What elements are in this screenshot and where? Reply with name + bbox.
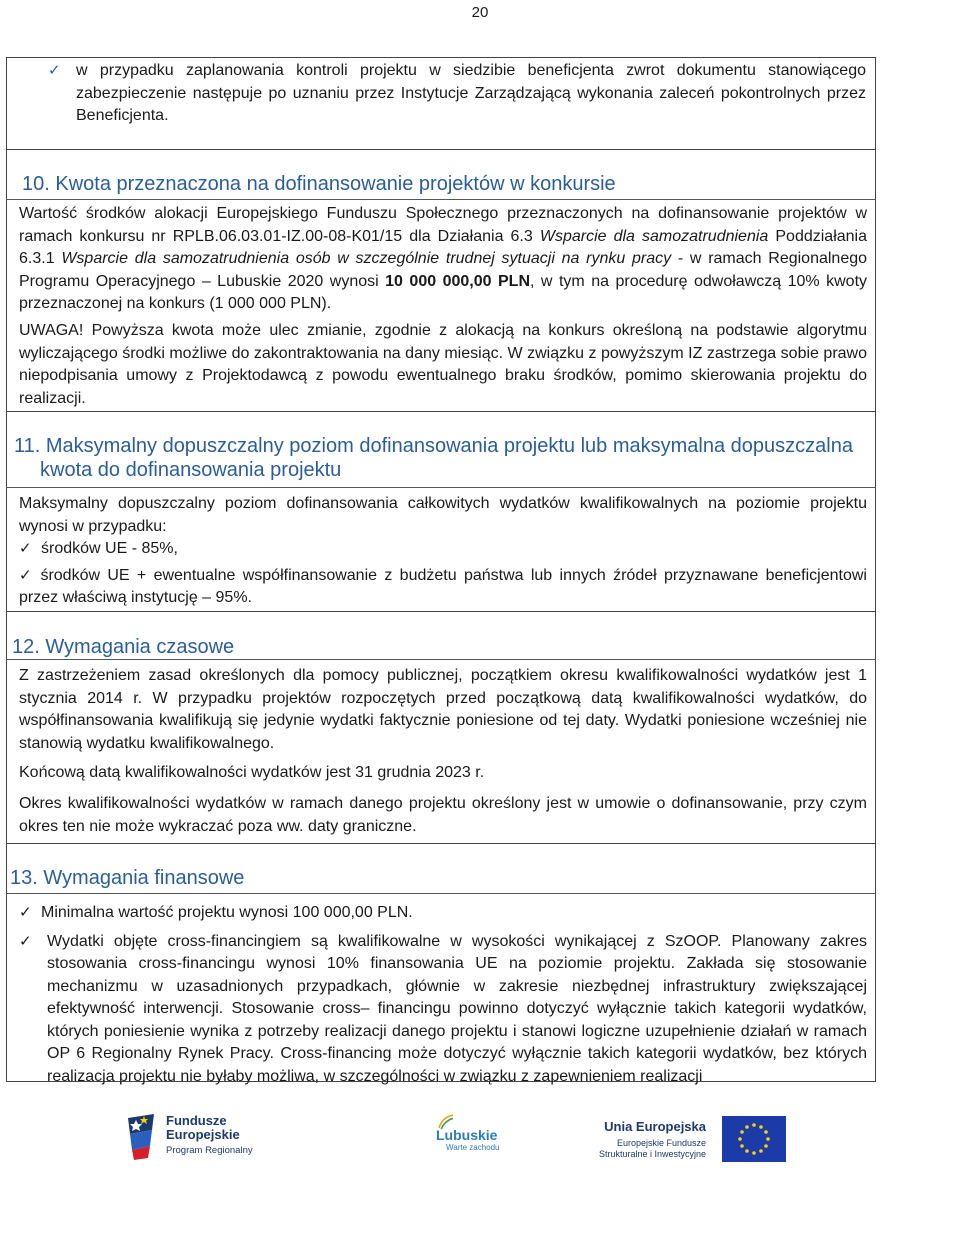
section-11-rule	[6, 487, 876, 488]
ue-logo-line-2: Europejskie Fundusze	[616, 1138, 706, 1148]
section-10-rule	[6, 199, 876, 200]
section-12-rule	[6, 659, 876, 660]
s10-text-a: Wartość środków alokacji Europejskiego Funduszu Społecznego przeznaczonych na dofinansowanie projektów w ramach konkursu nr RPLB.06.03.01-IZ.00-08-K01/15 dla Działania 6.3	[19, 205, 867, 245]
fundusze-europejskie-icon	[124, 1112, 158, 1160]
section-10-paragraph-1	[19, 203, 867, 316]
s12-text-1: Z zastrzeżeniem zasad określonych dla pomocy publicznej, początkiem okresu kwalifikowalności wydatków jest 1 stycznia 2014 r. W przypadku projektów rozpoczętych przed początkową datą kwalifikowalności wydatków, do współfinansowania kwalifikują się jedynie wydatki faktycznie poniesione od tej daty. Wydatki poniesione wcześniej nie stanowią wydatku kwalifikowalnego.	[19, 667, 867, 752]
lubuskie-logo-slogan: Warte zachodu	[446, 1143, 500, 1152]
s10-text-c: Poddziałania 6.3.1	[19, 227, 868, 267]
fe-logo-line-2: Europejskie	[166, 1127, 240, 1142]
fundusze-europejskie-logo	[124, 1112, 274, 1162]
section-13-title: 13. Wymagania finansowe	[10, 867, 245, 889]
check-icon: ✓	[19, 904, 32, 921]
fe-logo-line-1: Fundusze	[166, 1113, 227, 1128]
s12-text-2: Końcową datą kwalifikowalności wydatków jest 31 grudnia 2023 r.	[19, 764, 485, 781]
ue-logo-line-3: Strukturalne i Inwestycyjne	[598, 1149, 706, 1159]
eu-flag-icon	[722, 1116, 786, 1162]
s12-text-3: Okres kwalifikowalności wydatków w ramach danego projektu określony jest w umowie o dofinansowanie, przy czym okres ten nie może wykraczać poza ww. daty graniczne.	[19, 795, 867, 835]
section-12-paragraph-2	[19, 762, 867, 785]
lubuskie-logo-name: Lubuskie	[436, 1127, 498, 1143]
s10-measure-name: Wsparcie dla samozatrudnienia	[539, 227, 769, 245]
unia-europejska-logo	[586, 1116, 786, 1166]
s11-title-line-1: 11. Maksymalny dopuszczalny poziom dofinansowania projektu lub maksymalna dopuszczalna	[14, 435, 853, 457]
section-11-title	[14, 434, 864, 482]
lubuskie-logo	[400, 1114, 530, 1162]
fe-logo-line-3: Program Regionalny	[166, 1145, 253, 1156]
s10-text-e: - w ramach Regionalnego Programu Operacyjnego – Lubuskie 2020 wynosi	[19, 250, 868, 290]
section-11-paragraph	[19, 493, 867, 610]
s11-title-line-2: kwota do dofinansowania projektu	[40, 459, 342, 481]
check-icon: ✓	[19, 540, 32, 557]
intro-text: w przypadku zaplanowania kontroli projektu w siedzibie beneficjenta zwrot dokumentu stanowiącego zabezpieczenie następuje po uznaniu przez Instytucje Zarządzającą wykonania zaleceń pokontrolnych przez Beneficjenta.	[76, 62, 866, 124]
intro-paragraph	[50, 60, 866, 128]
s10-amount: 10 000 000,00 PLN	[385, 272, 531, 290]
s13-item-2-text: Wydatki objęte cross-financingiem są kwalifikowalne w wysokości wynikającej z SzOOP. Planowany zakres stosowania cross-financingu wynosi 10% finansowania UE na poziomie projektu. Zakłada się stosowanie mechanizmu w uzasadnionych przypadkach, głównie w zakresie niezbędnej infrastruktury zwiększającej efektywność interwencji. Stosowanie cross– financingu powinno dotyczyć wyłącznie takich kategorii wydatków, których poniesienie wynika z potrzeby realizacji danego projektu i stanowi logiczne uzupełnienie działań w ramach OP 6 Regionalny Rynek Pracy. Cross-financing może dotyczyć wyłącznie takich kategorii wydatków, bez których realizacja projektu nie byłaby możliwa, w szczególności w związku z zapewnieniem realizacji	[47, 932, 867, 1085]
s11-list-item-2	[19, 565, 867, 610]
section-10-title: 10. Kwota przeznaczona na dofinansowanie projektów w konkursie	[22, 173, 616, 195]
ue-logo-line-1: Unia Europejska	[604, 1119, 706, 1134]
s13-item-1-text: Minimalna wartość projektu wynosi 100 000,00 PLN.	[41, 904, 413, 921]
s10-warning-text: UWAGA! Powyższa kwota może ulec zmianie, zgodnie z alokacją na konkurs określoną na podstawie algorytmu wyliczającego środki możliwe do zakontraktowania na dany miesiąc. W związku z powyższym IZ zastrzega sobie prawo niepodpisania umowy z Projektodawcą z powodu ewentualnego braku środków, pomimo skierowania projektu do realizacji.	[19, 322, 867, 407]
s13-list-item-1	[19, 902, 867, 925]
check-icon: ✓	[19, 566, 35, 584]
check-icon: ✓	[48, 62, 61, 79]
section-12-paragraph-3	[19, 793, 867, 838]
s11-list-item-1	[19, 538, 867, 561]
s13-list-item-2	[19, 931, 867, 1088]
section-10-paragraph-2	[19, 320, 867, 410]
s10-submeasure-name: Wsparcie dla samozatrudnienia osób w szczególnie trudnej sytuacji na rynku pracy	[61, 250, 672, 267]
section-12-title: 12. Wymagania czasowe	[12, 636, 235, 658]
page-number: 20	[471, 4, 489, 21]
section-13-list	[19, 902, 867, 1088]
section-13-rule	[6, 893, 876, 894]
s11-item-2-text: środków UE + ewentualne współfinansowanie z budżetu państwa lub innych źródeł przyznawane beneficjentowi przez właściwą instytucję – 95%.	[19, 566, 867, 606]
footer-logos	[0, 1108, 960, 1168]
s10-text-g: , w tym na procedurę odwoławczą 10% kwoty przeznaczonej na konkurs (1 000 000 PLN).	[19, 272, 868, 312]
s11-item-1-text: środków UE - 85%,	[41, 540, 178, 557]
check-icon: ✓	[19, 932, 32, 950]
section-12-paragraph-1	[19, 665, 867, 755]
s11-intro-text: Maksymalny dopuszczalny poziom dofinansowania całkowitych wydatków kwalifikowalnych na poziomie projektu wynosi w przypadku:	[19, 495, 867, 535]
